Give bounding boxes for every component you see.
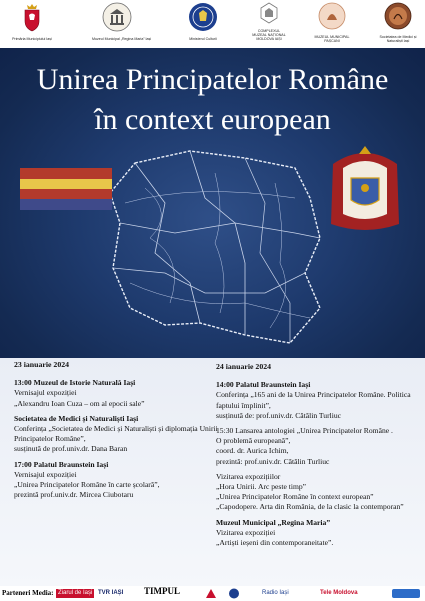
complex-muzeal-icon [259, 2, 279, 24]
partner-radio-iasi: Radio Iași [262, 590, 289, 596]
event-line: susținută de prof.univ.dr. Dana Baran [14, 444, 128, 454]
date-heading: 24 ianuarie 2024 [216, 362, 272, 371]
event-venue: 14:00 Palatul Braunstein Iași [216, 380, 311, 390]
event-line: prezintă: prof.univ.dr. Cătălin Turliuc [216, 456, 330, 466]
partners-label: Parteneri Media: [2, 589, 54, 597]
tricolor-flag-image [18, 166, 114, 212]
partner-ziarul-de-iasi: Ziarul de Iași [58, 590, 93, 596]
logo-primaria [4, 2, 60, 41]
logo-ministerul-culturii [182, 2, 224, 41]
partner-tvr-iasi: TVR IAȘI [98, 590, 124, 596]
event-venue: 17:00 Palatul Braunstein Iași [14, 459, 109, 469]
partner-logo-icon [205, 588, 217, 599]
event-venue: Muzeul Municipal „Regina Maria” [216, 517, 331, 527]
event-line: 15:30 Lansarea antologiei „Unirea Principatelor Române . [216, 426, 393, 436]
ministry-culture-icon [188, 2, 218, 32]
muzeul-pascani-icon [318, 2, 346, 30]
event-line: O problemă europeană”, [216, 436, 291, 446]
logo-complex-muzeal [252, 2, 286, 41]
flag-stripe-red-2 [20, 189, 112, 199]
program-area [0, 358, 425, 586]
event-line: coord. dr. Aurica Ichim, [216, 446, 289, 456]
hero-banner [0, 48, 425, 358]
media-partners-bar [0, 586, 425, 601]
program-right-column [216, 362, 421, 548]
logo-bar [0, 0, 425, 48]
event-line: Vernisajul expoziției [14, 388, 77, 398]
flag-stripe-red [20, 168, 112, 179]
event-line: „Unirea Principatelor Române în context european” [216, 492, 374, 502]
event-venue: 13:00 Muzeul de Istorie Naturală Iași [14, 378, 136, 388]
title-line-1: Unirea Principatelor Române [36, 63, 389, 96]
logo-caption: Muzeul Municipal „Regina Maria” Iași [92, 37, 152, 41]
event-line: faptului împlinit”, [216, 400, 271, 410]
logo-caption: Societatea de Medici și Naturaliști Iași [379, 35, 417, 43]
event-line: Vernisajul expoziției [14, 469, 77, 479]
flag-stripe-blue [20, 199, 112, 210]
partner-logo-icon [228, 588, 240, 599]
logo-muzeul-municipal [92, 2, 152, 41]
title-line-2: în context european [94, 103, 331, 136]
logo-caption: Primăria Municipiului Iași [12, 37, 52, 41]
partner-tele-moldova: Tele Moldova [320, 590, 358, 596]
event-title [0, 60, 425, 140]
logo-caption: Ministerul Culturii [189, 37, 217, 41]
event-line: Conferința „165 ani de la Unirea Principatelor Române. Politica [216, 390, 411, 400]
event-line: susținută de: prof.univ.dr. Cătălin Turliuc [216, 410, 342, 420]
event-line: „Alexandru Ioan Cuza – om al epocii sale” [14, 398, 145, 408]
logo-caption: MUZEUL MUNICIPAL PAȘCANI [314, 35, 350, 43]
event-line: Principatelor Române”, [14, 434, 86, 444]
iasi-coat-of-arms-icon [22, 2, 42, 32]
societatea-medici-icon [384, 2, 412, 30]
logo-muzeul-pascani [314, 2, 350, 43]
historical-map-image [95, 143, 335, 353]
program-left-column [14, 360, 218, 500]
logo-societatea-medici [372, 2, 424, 43]
event-line: prezintă prof.univ.dr. Mircea Ciubotaru [14, 490, 134, 500]
partner-timpul: TIMPUL [144, 586, 180, 596]
partner-logo-icon [392, 588, 420, 599]
event-line: Vizitarea expozițiilor [216, 471, 281, 481]
museum-regina-maria-icon [102, 2, 132, 32]
event-line: „Unirea Principatelor Române în carte școlară”, [14, 480, 160, 490]
event-line: „Capodopere. Arta din România, de la clasic la contemporan” [216, 502, 404, 512]
flag-stripe-yellow [20, 179, 112, 189]
event-line: „Hora Unirii. Arc peste timp” [216, 482, 307, 492]
event-line: „Artiști ieșeni din contemporaneitate”. [216, 538, 334, 548]
logo-caption: COMPLEXUL MUZEAL NAȚIONAL MOLDOVA IAȘI [252, 29, 286, 41]
event-venue: Societatea de Medici și Naturaliști Iași [14, 413, 139, 423]
event-line: Vizitarea expoziției [216, 527, 276, 537]
event-line: Conferința „Societatea de Medici și Naturaliști și diplomația Unirii [14, 424, 218, 434]
date-heading: 23 ianuarie 2024 [14, 360, 70, 369]
coat-of-arms-image [325, 144, 405, 234]
